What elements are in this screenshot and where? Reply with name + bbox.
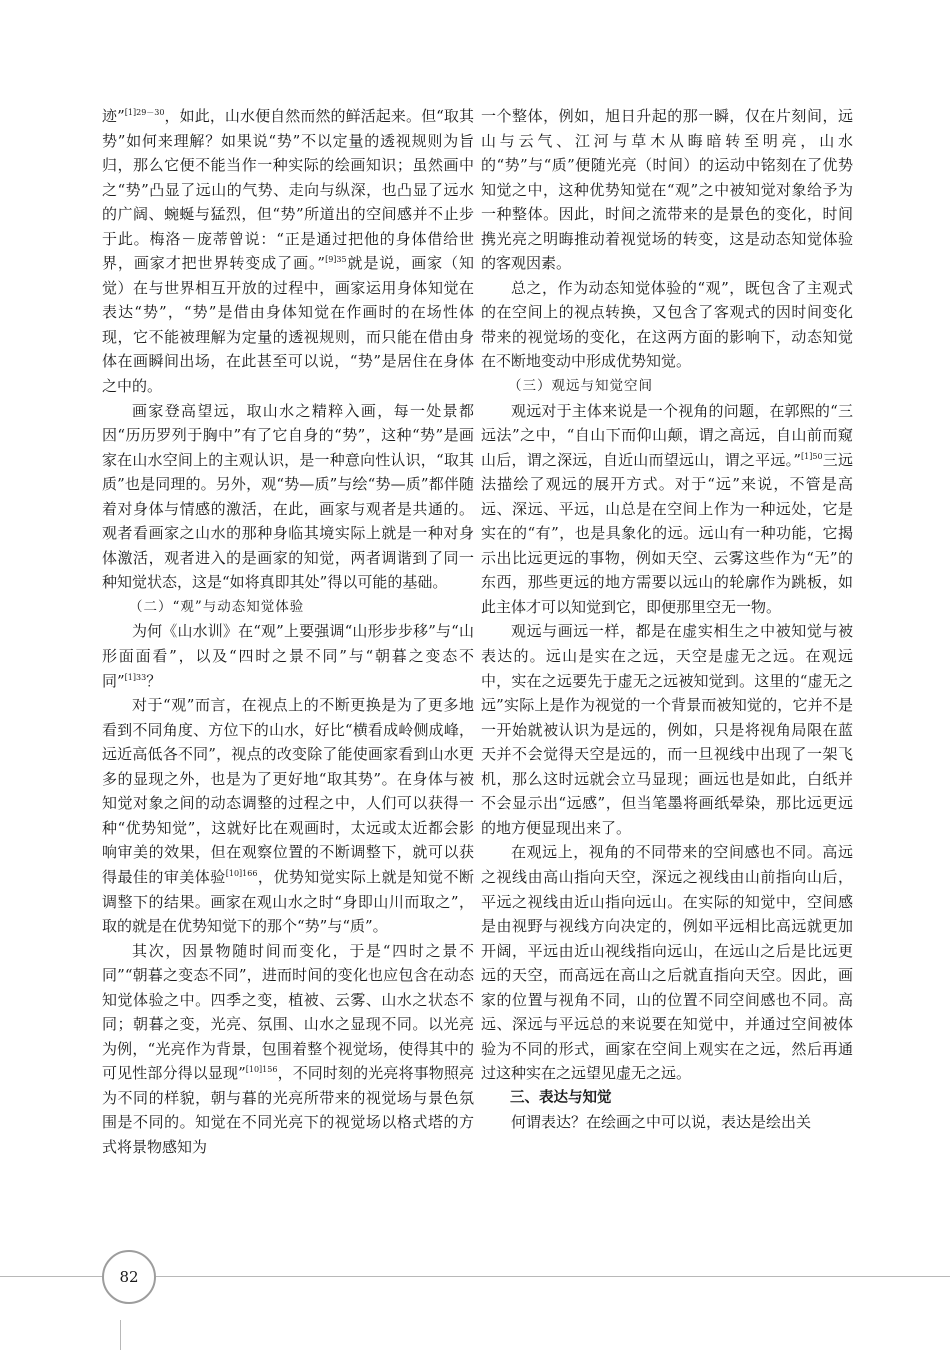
subsection-heading: （三）观远与知觉空间 bbox=[508, 378, 653, 395]
subsection-heading: （二）“观”与动态知觉体验 bbox=[129, 598, 305, 615]
paragraph: 观远对于主体来说是一个视角的问题，在郭熙的“三远法”之中，“自山下而仰山颠，谓之高远，自山前而窥山后，谓之深远，自近山而望远山，谓之平远。”$^{[1]50}$三远法描绘了观远的展开方式。对于“远”来说，不管是高远、深远、平远，山总是在空间上作为一种远处，它是实在的“有”，也是具象化的远。远山有一种功能，它揭示出比远更远的事物，例如天空、云雾这些作为“无”的东西，那些更远的地方需要以远山的轮廓作为跳板，如此主体才可以知觉到它，即便那里空无一物。 bbox=[481, 401, 853, 616]
paragraph: 一个整体，例如，旭日升起的那一瞬，仅在片刻间，远山与云气、江河与草木从晦暗转至明亮，山水的“势”与“质”便随光亮（时间）的运动中铭刻在了优势知觉之中，这种优势知觉在“观”之中被知觉对象给予为一种整体。因此，时间之流带来的是景色的变化，时间携光亮之明晦推动着视觉场的转变，这是动态知觉体验的客观因素。 bbox=[481, 107, 853, 273]
citation: [9]35 bbox=[325, 255, 347, 265]
right-column bbox=[481, 104, 853, 1135]
citation: [10]166 bbox=[225, 868, 258, 878]
paragraph: 画家登高望远，取山水之精粹入画，每一处景都因“历历罗列于胸中”有了它自身的“势”，这种“势”是画家在山水空间上的主观认识，是一种意向性认识，“取其质”也是同理的。另外，观“势—质”与绘“势—质”都伴随着对身体与情感的激活，在此，画家与观者是共通的。观者看画家之山水的那种身临其境实际上就是一种对身体激活，观者进入的是画家的知觉，两者调谐到了同一种知觉状态，这是“如将真即其处”得以可能的基础。 bbox=[102, 401, 474, 592]
citation: [10]156 bbox=[245, 1065, 278, 1075]
section-heading: 三、表达与知觉 bbox=[510, 1089, 612, 1106]
paragraph: 迹”$^{[1]29-30}$，如此，山水便自然而然的鲜活起来。但“取其势”如何来理解？如果说“势”不以定量的透视规则为旨归，那么它便不能当作一种实际的绘画知识；虽然画中之“势”凸显了远山的气势、走向与纵深，也凸显了远水的广阔、蜿蜒与猛烈，但“势”所道出的空间感并不止步于此。梅洛－庞蒂曾说：“正是通过把他的身体借给世界，画家才把世界转变成了画。”$^{[9]35}$就是说，画家（知觉）在与世界相互开放的过程中，画家运用身体知觉在表达“势”，“势”是借由身体知觉在作画时的在场性体现，它不能被理解为定量的透视规则，而只能在借由身体在画瞬间出场，在此甚至可以说，“势”是居住在身体之中的。 bbox=[102, 107, 475, 396]
footer-decoration bbox=[120, 1320, 141, 1350]
paragraph: 其次，因景物随时间而变化，于是“四时之景不同”“朝暮之变态不同”，进而时间的变化也应包含在动态知觉体验之中。四季之变，植被、云雾、山水之状态不同；朝暮之变，光亮、氛围、山水之显现不同。以光亮为例，“光亮作为背景，包围着整个视觉场，使得其中的可见性部分得以显现”$^{[10]156}$，不同时刻的光亮将事物照亮为不同的样貌，朝与暮的光亮所带来的视觉场与景色氛围是不同的。知觉在不同光亮下的视觉场以格式塔的方式将景物感知为 bbox=[102, 941, 474, 1156]
paragraph: 在观远上，视角的不同带来的空间感也不同。高远之视线由高山指向天空，深远之视线由山前指向山后，平远之视线由近山指向远山。在实际的知觉中，空间感是由视野与视线方向决定的，例如平远相比高远就更加开阔，平远由近山视线指向远山，在远山之后是比远更远的天空，而高远在高山之后就直指向天空。因此，画家的位置与视角不同，山的位置不同空间感也不同。高远、深远与平远总的来说要在知觉中，并通过空间被体验为不同的形式，画家在空间上观实在之远，然后再通过这种实在之远望见虚无之远。 bbox=[481, 843, 853, 1083]
paragraph: 为何《山水训》在“观”上要强调“山形步步移”与“山形面面看”，以及“四时之景不同”与“朝暮之变态不同”$^{[1]33}$？ bbox=[102, 622, 474, 690]
page-number: 82 bbox=[102, 1250, 156, 1304]
citation: [1]33 bbox=[124, 672, 147, 682]
citation: [1]29－30 bbox=[124, 108, 165, 117]
left-column bbox=[102, 104, 474, 1160]
paragraph: 观远与画远一样，都是在虚实相生之中被知觉与被表达的。远山是实在之远，天空是虚无之远。在观远中，实在之远要先于虚无之远被知觉到。这里的“虚无之远”实际上是作为视觉的一个背景而被知觉的，它并不是一开始就被认识为是远的，例如，只是将视角局限在蓝天并不会觉得天空是远的，而一旦视线中出现了一架飞机，那么这时远就会立马显现；画远也是如此，白纸并不会显示出“远感”，但当笔墨将画纸晕染，那比远更远的地方便显现出来了。 bbox=[481, 622, 853, 837]
paragraph: 总之，作为动态知觉体验的“观”，既包含了主观式的在空间上的视点转换，又包含了客观式的因时间变化带来的视觉场的变化，在这两方面的影响下，动态知觉在不断地变动中形成优势知觉。 bbox=[481, 278, 853, 371]
citation: [1]50 bbox=[801, 451, 823, 461]
paragraph: 对于“观”而言，在视点上的不断更换是为了更多地看到不同角度、方位下的山水，好比“横看成岭侧成峰，远近高低各不同”，视点的改变除了能使画家看到山水更多的显现之外，也是为了更好地“取其势”。在身体与被知觉对象之间的动态调整的过程之中，人们可以获得一种“优势知觉”，这就好比在观画时，太远或太近都会影响审美的效果，但在观察位置的不断调整下，就可以获得最佳的审美体验$^{[10]166}$，优势知觉实际上就是知觉不断调整下的结果。画家在观山水之时“身即山川而取之”，取的就是在优势知觉下的那个“势”与“质”。 bbox=[102, 696, 474, 936]
paragraph: 何谓表达？在绘画之中可以说，表达是绘出关 bbox=[511, 1113, 812, 1132]
